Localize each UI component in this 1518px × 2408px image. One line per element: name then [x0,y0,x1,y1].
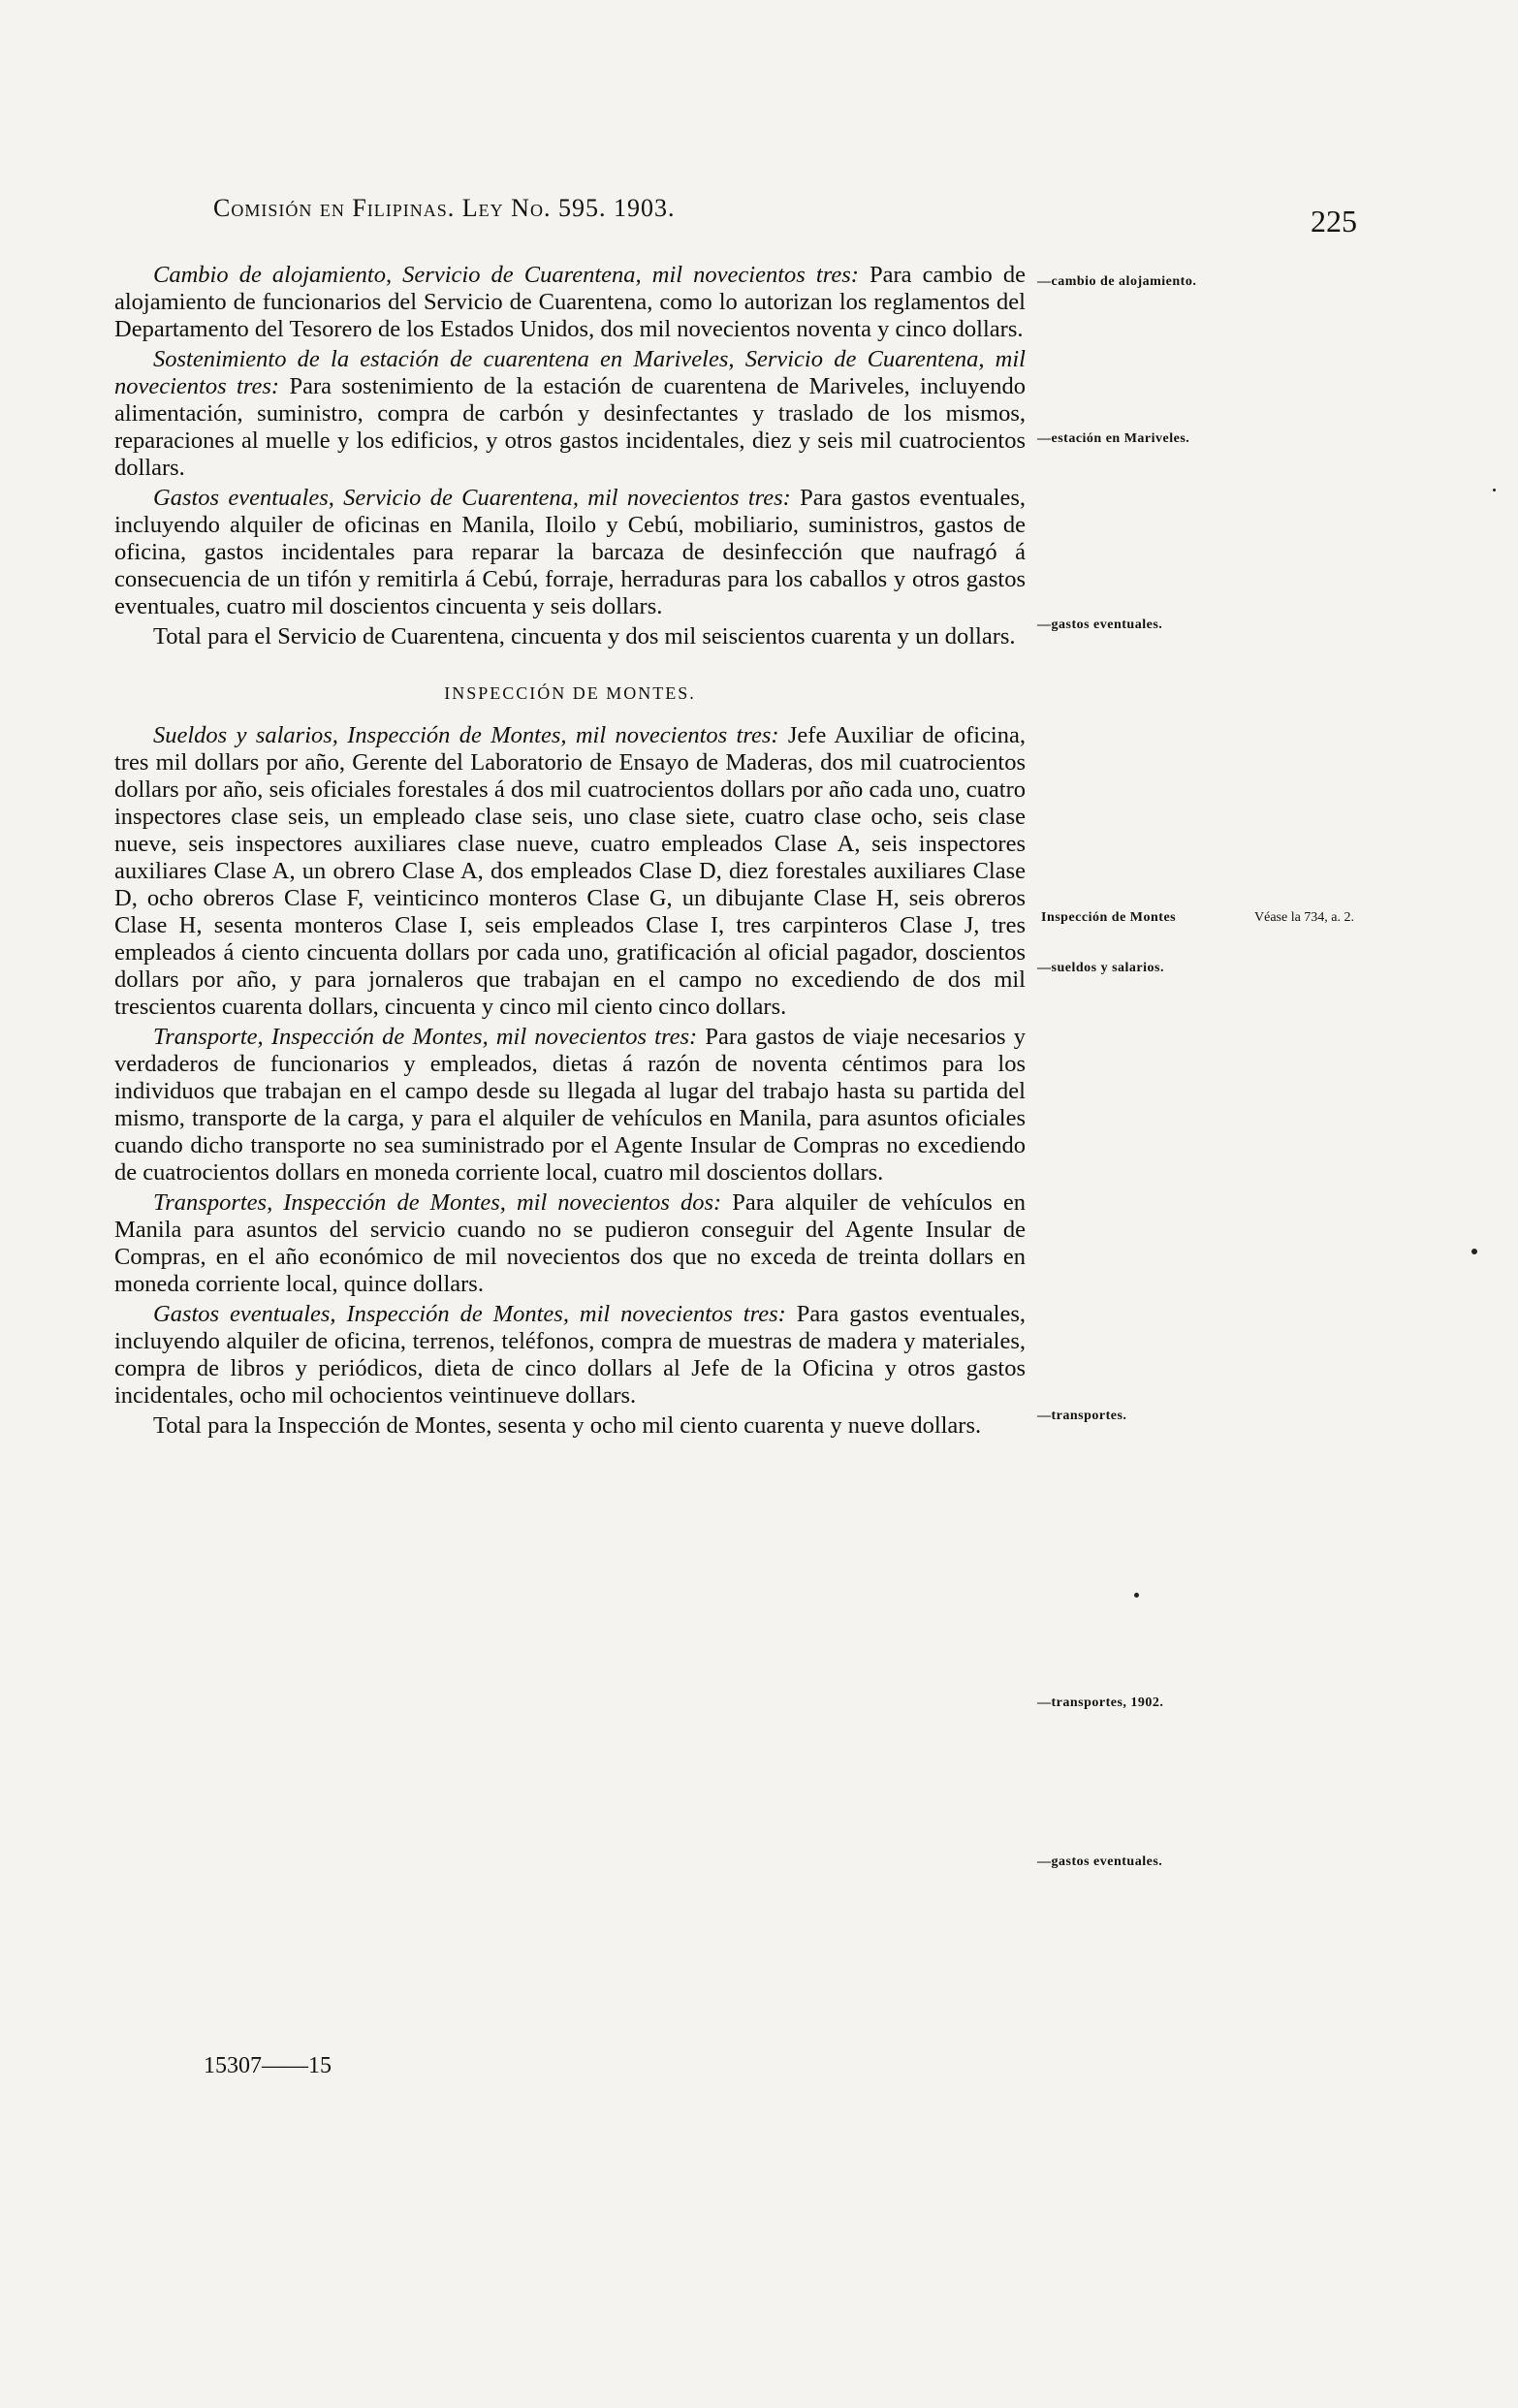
paragraph-gastos-eventuales-montes [114,1301,1026,1410]
paragraph-text: Para alquiler de vehículos en Manila para asuntos del servicio cuando no se pudieron conseguir del Agente Insular de Compras, en el año económico de mil novecientos dos que no exceda de treinta dollars en moneda corriente local, quince dollars. [114,1189,1026,1297]
paragraph-rubric: Transporte, Inspección de Montes, mil novecientos tres: [153,1024,698,1050]
paragraph-rubric: Sueldos y salarios, Inspección de Montes, mil novecientos tres: [153,722,779,748]
paragraph-text: Para gastos de viaje necesarios y verdaderos de funcionarios y empleados, dietas á razón de noventa céntimos para los individuos que trabajan en el campo desde su llegada al lugar del trabajo hasta su partida del mismo, transporte de la carga, y para el alquiler de vehículos en Manila, para asuntos oficiales cuando dicho transporte no sea suministrado por el Agente Insular de Compras no excediendo de cuatrocientos dollars en moneda corriente local, cuatro mil doscientos dollars. [114,1024,1026,1186]
paragraph-transportes-1902 [114,1189,1026,1298]
printer-signature: 15307——15 [204,2053,332,2078]
margin-note-transportes-1902: —transportes, 1902. [1037,1695,1164,1710]
paragraph-text: Para sostenimiento de la estación de cuarentena de Mariveles, incluyendo alimentación, suministro, compra de carbón y desinfectantes y traslado de los mismos, reparaciones al muelle y los edificios, y otros gastos incidentales, diez y seis mil cuatrocientos dollars. [114,373,1026,481]
margin-note-cross-reference: Véase la 734, a. 2. [1254,910,1355,925]
page-number: 225 [1311,204,1357,238]
paragraph-text: Para cambio de alojamiento de funcionarios del Servicio de Cuarentena, como lo autorizan los reglamentos del Departamento del Tesorero de los Estados Unidos, dos mil novecientos noventa y cinco dollars. [114,262,1026,342]
body-text [114,262,1026,1442]
total-cuarentena: Total para el Servicio de Cuarentena, cincuenta y dos mil seiscientos cuarenta y un dollars. [153,623,1016,650]
paragraph-text: Jefe Auxiliar de oficina, tres mil dollars por año, Gerente del Laboratorio de Ensayo de Maderas, dos mil cuatrocientos dollars por año, seis oficiales forestales á dos mil cuatrocientos dollars por año cada uno, cuatro inspectores clase seis, un empleado clase seis, uno clase siete, cuatro clase ocho, seis clase nueve, seis inspectores auxiliares clase nueve, cuatro empleados Clase A, seis inspectores auxiliares Clase A, un obrero Clase A, dos empleados Clase D, diez forestales auxiliares Clase D, ocho obreros Clase F, veinticinco monteros Clase G, un dibujante Clase H, seis obreros Clase H, sesenta monteros Clase I, seis empleados Clase I, tres carpinteros Clase J, tres empleados á ciento cincuenta dollars por cada uno, gratificación al oficial pagador, doscientos dollars por año, y para jornaleros que trabajan en el campo no excediendo de dos mil trescientos cuarenta dollars, cincuenta y cinco mil ciento cinco dollars. [114,722,1026,1020]
total-montes: Total para la Inspección de Montes, sesenta y ocho mil ciento cuarenta y nueve dollars. [153,1412,982,1439]
margin-note-transportes: —transportes. [1037,1409,1127,1423]
paragraph-rubric: Gastos eventuales, Servicio de Cuarentena, mil novecientos tres: [153,485,791,511]
paragraph-rubric: Gastos eventuales, Inspección de Montes, mil novecientos tres: [153,1301,786,1327]
paragraph-transporte [114,1024,1026,1187]
paragraph-text: Para gastos eventuales, incluyendo alquiler de oficinas en Manila, Iloilo y Cebú, mobiliario, suministros, gastos de oficina, gastos incidentales para reparar la barcaza de desinfección que naufragó á consecuencia de un tifón y remitirla á Cebú, forraje, herraduras para los caballos y otros gastos eventuales, cuatro mil doscientos cincuenta y seis dollars. [114,485,1026,619]
paragraph-gastos-eventuales-cuarentena [114,485,1026,620]
paragraph-sueldos-salarios [114,722,1026,1021]
scan-speck [1493,489,1496,491]
section-heading: INSPECCIÓN DE MONTES. [444,683,696,703]
running-head: Comisión en Filipinas. Ley No. 595. 1903. [213,194,676,222]
margin-note-inspeccion-montes: Inspección de Montes [1041,910,1177,925]
margin-note-sueldos-salarios: —sueldos y salarios. [1037,961,1164,975]
paragraph-rubric: Transportes, Inspección de Montes, mil novecientos dos: [153,1189,722,1216]
paragraph-cambio-alojamiento [114,262,1026,343]
paragraph-estacion-mariveles [114,346,1026,482]
margin-note-estacion-mariveles: —estación en Mariveles. [1037,431,1190,446]
paragraph-text: Para gastos eventuales, incluyendo alquiler de oficina, terrenos, teléfonos, compra de muestras de madera y materiales, compra de libros y periódicos, dieta de cinco dollars al Jefe de la Oficina y otros gastos incidentales, ocho mil ochocientos veintinueve dollars. [114,1301,1026,1409]
scan-speck [1134,1593,1139,1598]
paragraph-rubric: Sostenimiento de la estación de cuarentena en Mariveles, Servicio de Cuarentena, mil novecientos tres: [114,346,1026,399]
margin-note-gastos-eventuales-montes: —gastos eventuales. [1037,1854,1163,1869]
margin-note-gastos-eventuales: —gastos eventuales. [1037,618,1163,632]
scan-speck [1471,1249,1477,1254]
margin-note-cambio-alojamiento: —cambio de alojamiento. [1037,274,1197,289]
paragraph-rubric: Cambio de alojamiento, Servicio de Cuarentena, mil novecientos tres: [153,262,859,288]
